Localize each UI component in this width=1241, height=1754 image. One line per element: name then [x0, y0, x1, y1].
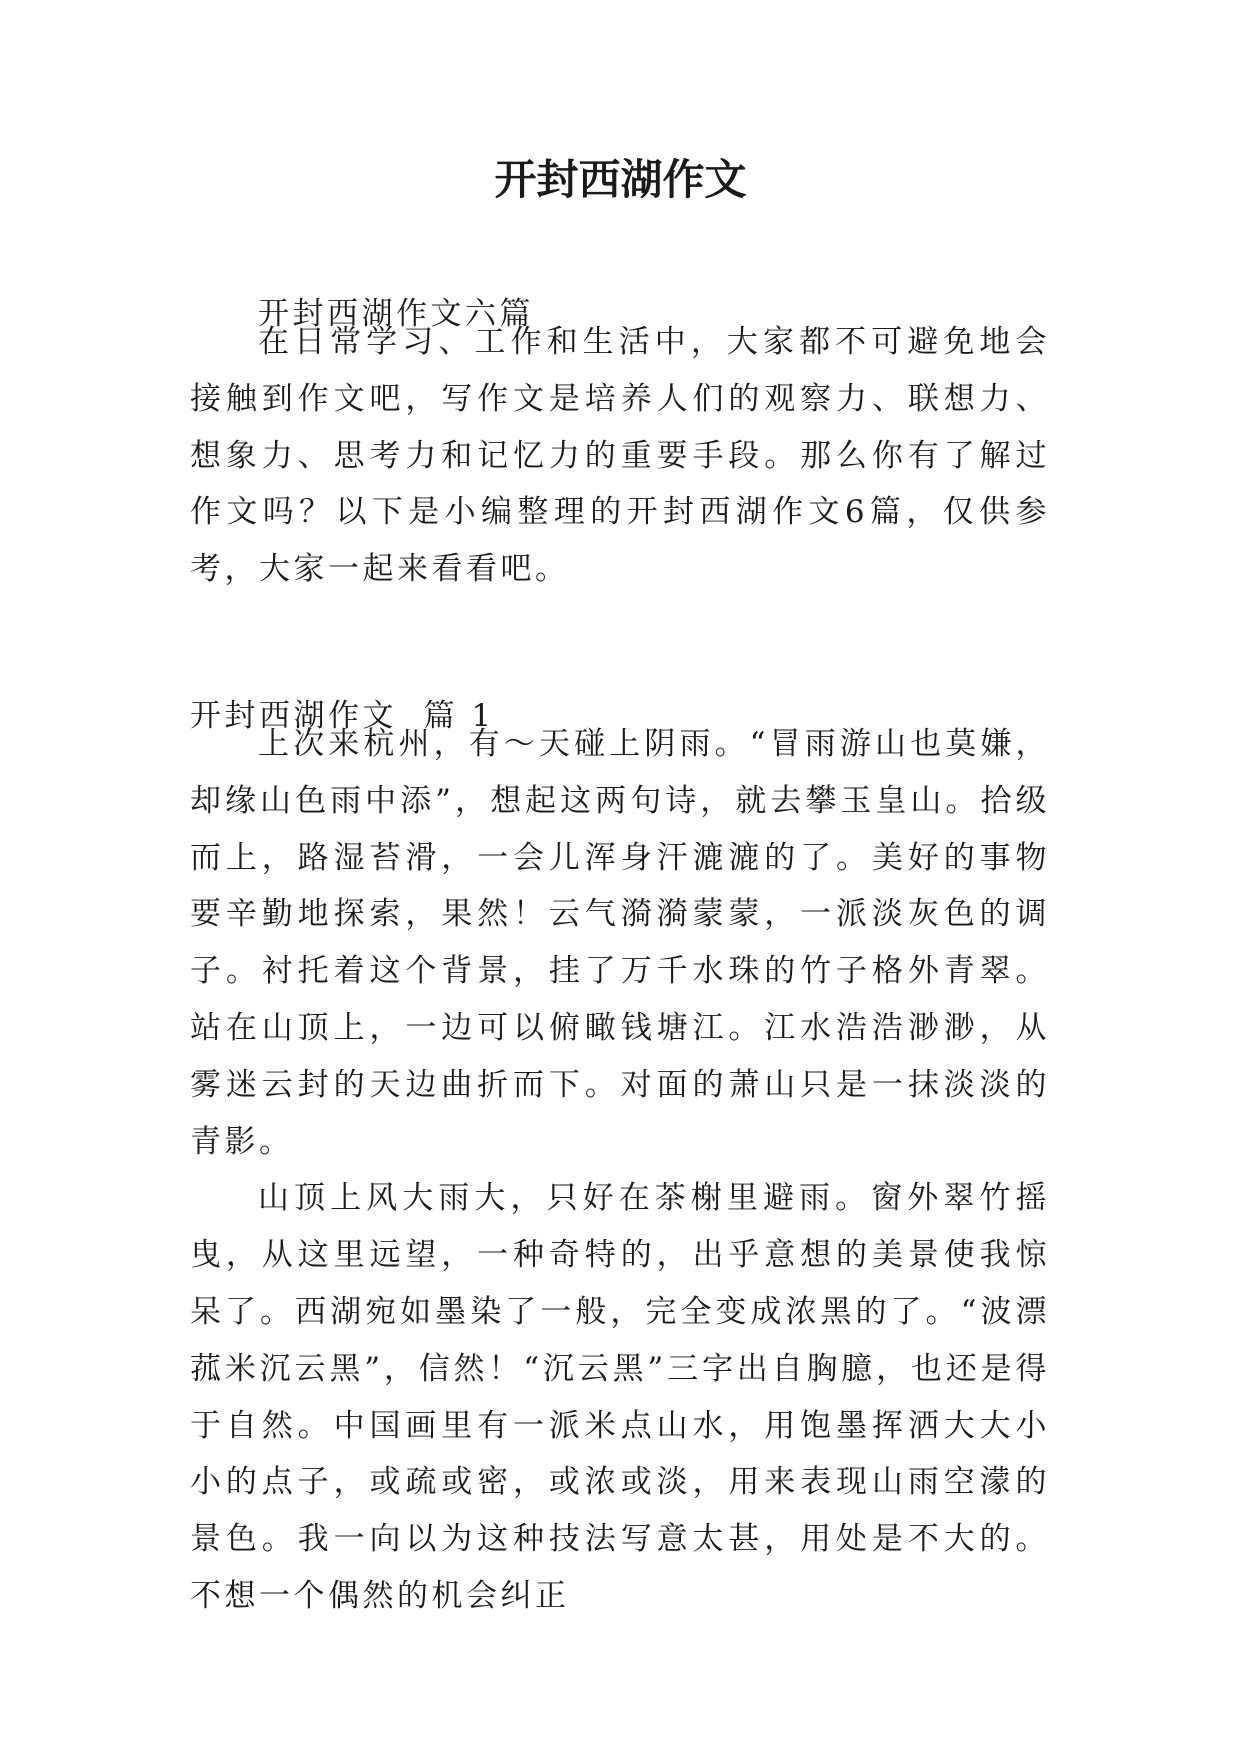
- section-1-paragraph-1: 上次来杭州，有～天碰上阴雨。“冒雨游山也莫嫌，却缘山色雨中添”，想起这两句诗，就去攀玉皇山。拾级而上，路湿苔滑，一会儿浑身汗漉漉的了。美好的事物要辛勤地探索，果然！云气漪漪蒙蒙，一派淡灰色的调子。衬托着这个背景，挂了万千水珠的竹子格外青翠。站在山顶上，一边可以俯瞰钱塘江。江水浩浩渺渺，从雾迷云封的天边曲折而下。对面的萧山只是一抹淡淡的青影。: [190, 726, 1050, 1160]
- intro-paragraph: 在日常学习、工作和生活中，大家都不可避免地会接触到作文吧，写作文是培养人们的观察力、联想力、想象力、思考力和记忆力的重要手段。那么你有了解过作文吗？以下是小编整理的开封西湖作文6篇，仅供参考，大家一起来看看吧。: [190, 324, 1050, 588]
- document-title: 开封西湖作文: [494, 155, 747, 204]
- section-1-paragraph-2: 山顶上风大雨大，只好在茶榭里避雨。窗外翠竹摇曳，从这里远望，一种奇特的，出乎意想的美景使我惊呆了。西湖宛如墨染了一般，完全变成浓黑的了。“波漂菰米沉云黑”，信然！“沉云黑”三字出自胸臆，也还是得于自然。中国画里有一派米点山水，用饱墨挥洒大大小小的点子，或疏或密，或浓或淡，用来表现山雨空濛的景色。我一向以为这种技法写意太甚，用处是不大的。不想一个偶然的机会纠正: [190, 1180, 1050, 1614]
- subtitle: 开封西湖作文六篇: [258, 296, 534, 332]
- section-1-body: [190, 716, 1050, 1625]
- section-1-heading: 开封西湖作文 篇 1: [190, 698, 495, 734]
- intro-block: [190, 314, 1050, 598]
